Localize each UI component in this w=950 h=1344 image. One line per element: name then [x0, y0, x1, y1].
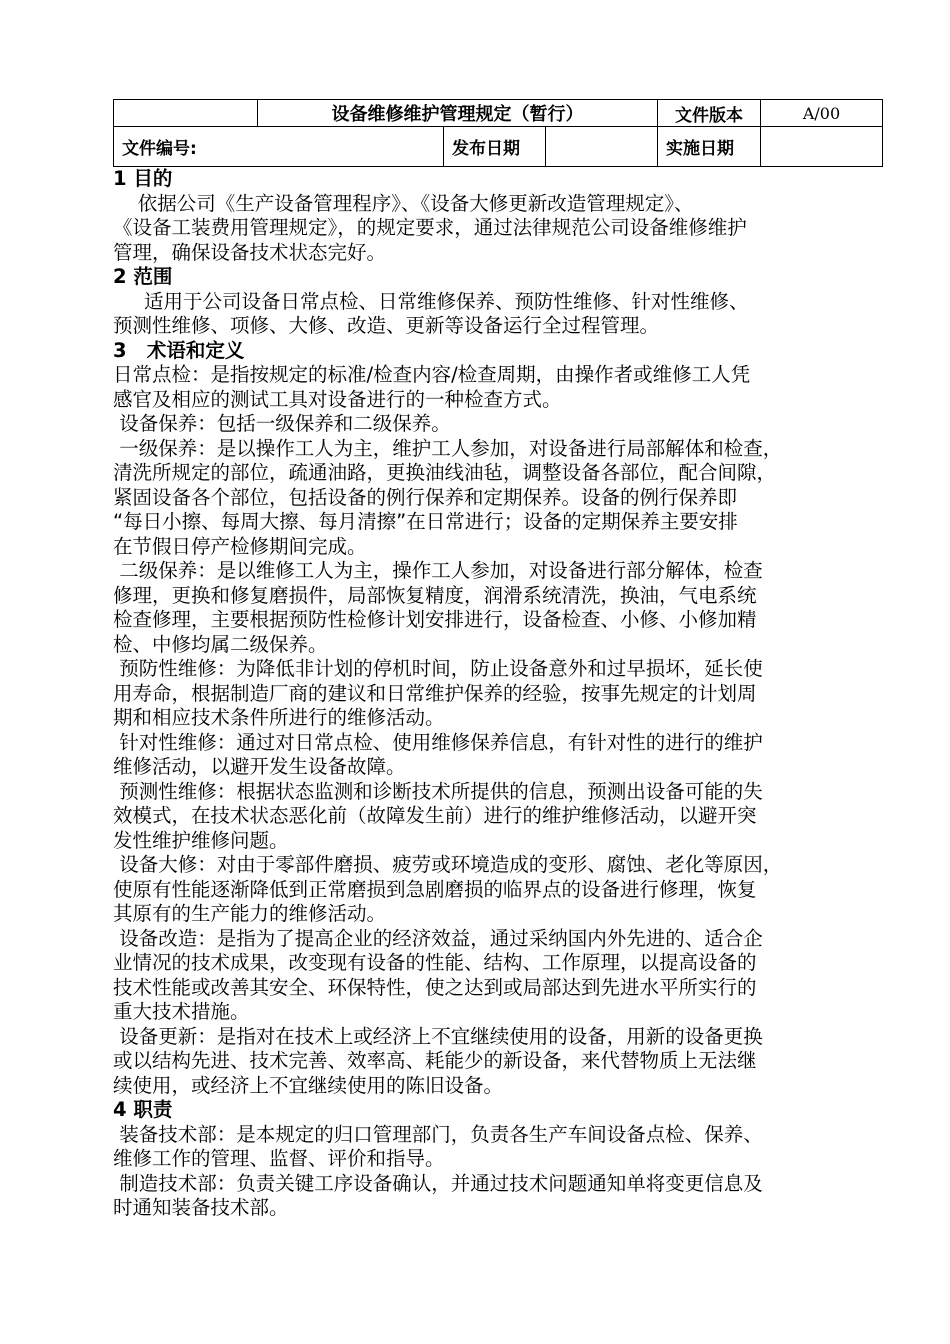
section-heading: 1 目的 — [113, 167, 173, 190]
text-line: 时通知装备技术部。 — [113, 1196, 289, 1219]
effective-date-value — [761, 127, 883, 167]
text-line: 一级保养：是以操作工人为主，维护工人参加，对设备进行局部解体和检查， — [113, 436, 783, 460]
text-line: 依据公司《生产设备管理程序》、《设备大修更新改造管理规定》、 — [113, 191, 694, 215]
text-line: 制造技术部：负责关键工序设备确认，并通过技术问题通知单将变更信息及 — [113, 1171, 763, 1195]
header-row-meta — [114, 127, 883, 167]
doc-number-label: 文件编号: — [114, 127, 444, 167]
text-line: 发性维护维修问题。 — [113, 828, 289, 852]
text-line: 续使用，或经济上不宜继续使用的陈旧设备。 — [113, 1073, 504, 1097]
text-line: 检查修理，主要根据预防性检修计划安排进行，设备检查、小修、小修加精 — [113, 608, 757, 631]
header-row-title — [114, 100, 883, 127]
text-line: 技术性能或改善其安全、环保特性，使之达到或局部达到先进水平所实行的 — [113, 975, 757, 999]
text-line: 清洗所规定的部位，疏通油路，更换油线油毡，调整设备各部位，配合间隙， — [113, 461, 777, 484]
text-line: 预测性维修：根据状态监测和诊断技术所提供的信息，预测出设备可能的失 — [113, 779, 763, 803]
text-line: 设备更新：是指对在技术上或经济上不宜继续使用的设备，用新的设备更换 — [113, 1024, 763, 1048]
text-line: 用寿命，根据制造厂商的建议和日常维护保养的经验，按事先规定的计划周 — [113, 681, 757, 705]
document-title: 设备维修维护管理规定（暂行） — [258, 100, 658, 127]
section-heading: 2 范围 — [113, 265, 173, 288]
text-line: 重大技术措施。 — [113, 1000, 250, 1023]
publish-date-label: 发布日期 — [444, 127, 546, 167]
text-line: 设备改造：是指为了提高企业的经济效益，通过采纳国内外先进的、适合企 — [113, 926, 763, 950]
text-line: 维修工作的管理、监督、评价和指导。 — [113, 1147, 445, 1170]
text-line: 设备保养：包括一级保养和二级保养。 — [113, 412, 451, 435]
blank-cell — [114, 100, 258, 127]
text-line: 修理，更换和修复磨损件，局部恢复精度，润滑系统清洗，换油，气电系统 — [113, 583, 757, 607]
version-value: A/00 — [761, 100, 883, 127]
text-line: 维修活动，以避开发生设备故障。 — [113, 755, 406, 778]
text-line: 紧固设备各个部位，包括设备的例行保养和定期保养。设备的例行保养即 — [113, 485, 738, 509]
document-body — [113, 167, 883, 1221]
text-line: 预防性维修：为降低非计划的停机时间，防止设备意外和过早损坏，延长使 — [113, 657, 763, 680]
text-line: 效模式，在技术状态恶化前（故障发生前）进行的维护维修活动，以避开突 — [113, 804, 757, 827]
text-line: 针对性维修：通过对日常点检、使用维修保养信息，有针对性的进行的维护 — [113, 730, 763, 754]
text-line: 日常点检：是指按规定的标准/检查内容/检查周期，由操作者或维修工人凭 — [113, 363, 751, 386]
text-line: 感官及相应的测试工具对设备进行的一种检查方式。 — [113, 387, 562, 411]
text-line: 预测性维修、项修、大修、改造、更新等设备运行全过程管理。 — [113, 314, 660, 337]
text-line: 期和相应技术条件所进行的维修活动。 — [113, 706, 445, 729]
text-line: 检、中修均属二级保养。 — [113, 632, 328, 656]
text-line: 装备技术部：是本规定的归口管理部门，负责各生产车间设备点检、保养、 — [113, 1122, 763, 1146]
text-line: 《设备工装费用管理规定》，的规定要求，通过法律规范公司设备维修维护 — [113, 216, 747, 239]
text-line: 设备大修：对由于零部件磨损、疲劳或环境造成的变形、腐蚀、老化等原因， — [113, 853, 783, 876]
text-line: 业情况的技术成果，改变现有设备的性能、结构、工作原理，以提高设备的 — [113, 951, 757, 974]
text-line: 使原有性能逐渐降低到正常磨损到急剧磨损的临界点的设备进行修理，恢复 — [113, 877, 757, 901]
text-line: 在节假日停产检修期间完成。 — [113, 534, 367, 558]
text-line: 二级保养：是以维修工人为主，操作工人参加，对设备进行部分解体，检查 — [113, 559, 763, 582]
effective-date-label: 实施日期 — [658, 127, 761, 167]
version-label: 文件版本 — [658, 100, 761, 127]
text-line: 适用于公司设备日常点检、日常维修保养、预防性维修、针对性维修、 — [113, 289, 749, 313]
section-heading: 4 职责 — [113, 1098, 173, 1121]
text-line: 或以结构先进、技术完善、效率高、耗能少的新设备，来代替物质上无法继 — [113, 1049, 757, 1072]
text-line: “每日小擦、每周大擦、每月清擦”在日常进行；设备的定期保养主要安排 — [113, 510, 738, 533]
text-line: 管理，确保设备技术状态完好。 — [113, 240, 387, 264]
publish-date-value — [546, 127, 658, 167]
text-line: 其原有的生产能力的维修活动。 — [113, 902, 387, 925]
document-header-table — [113, 99, 883, 167]
section-heading: 3 术语和定义 — [113, 338, 245, 362]
